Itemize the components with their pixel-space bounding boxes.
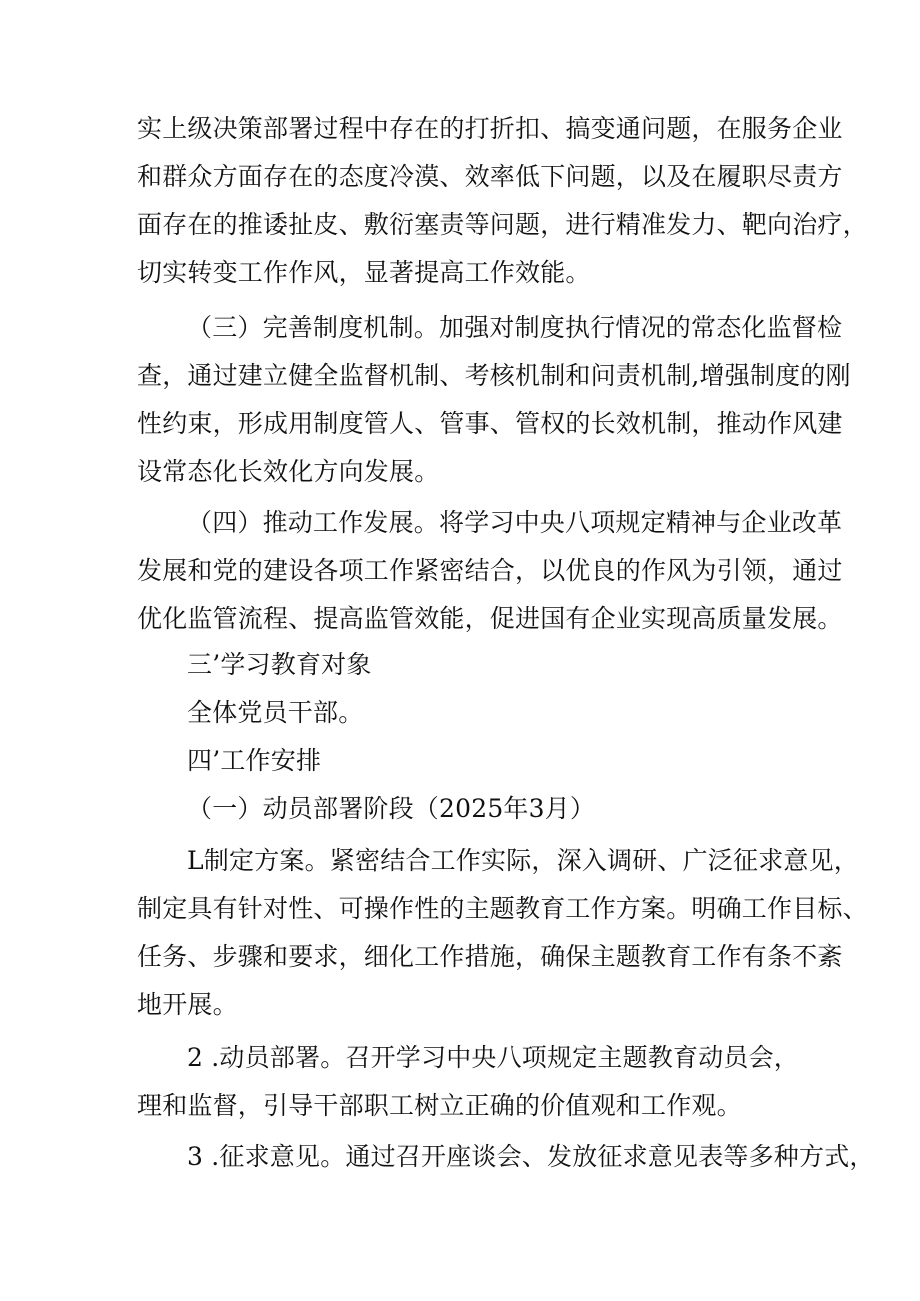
section-heading: 三’学习教育对象 [187, 650, 372, 679]
text-line: 性约束，形成用制度管人、管事、管权的长效机制，推动作风建 [137, 409, 843, 438]
text-line: L制定方案。紧密结合工作实际，深入调研、广泛征求意见， [187, 846, 860, 875]
text-line: 和群众方面存在的态度冷漠、效率低下问题，以及在履职尽责方 [137, 162, 843, 191]
text-line: 切实转变工作作风，显著提高工作效能。 [137, 258, 591, 287]
text-line: （三）完善制度机制。加强对制度执行情况的常态化监督检 [187, 313, 843, 342]
subsection-heading: （一）动员部署阶段（2025年3月） [187, 794, 596, 823]
text-line: 实上级决策部署过程中存在的打折扣、搞变通问题，在服务企业 [137, 114, 843, 143]
text-line: 制定具有针对性、可操作性的主题教育工作方案。明确工作目标、 [137, 894, 868, 923]
text-line: 全体党员干部。 [187, 698, 364, 727]
text-line: 3 .征求意见。通过召开座谈会、发放征求意见表等多种方式， [187, 1142, 875, 1171]
section-heading: 四’工作安排 [187, 746, 322, 775]
text-line: 优化监管流程、提高监管效能，促进国有企业实现高质量发展。 [137, 604, 843, 633]
text-line: 设常态化长效化方向发展。 [137, 457, 440, 486]
text-line: 2 .动员部署。召开学习中央八项规定主题教育动员会， [187, 1043, 800, 1072]
text-line: 理和监督，引导干部职工树立正确的价值观和工作观。 [137, 1091, 742, 1120]
text-line: 地开展。 [137, 990, 238, 1019]
text-line: 发展和党的建设各项工作紧密结合，以优良的作风为引领，通过 [137, 556, 843, 585]
text-line: 任务、步骤和要求，细化工作措施，确保主题教育工作有条不紊 [137, 942, 843, 971]
text-line: （四）推动工作发展。将学习中央八项规定精神与企业改革 [187, 508, 843, 537]
text-line: 面存在的推诿扯皮、敷衍塞责等问题，进行精准发力、靶向治疗， [137, 210, 868, 239]
text-line: 查，通过建立健全监督机制、考核机制和问责机制,增强制度的刚 [137, 361, 851, 390]
